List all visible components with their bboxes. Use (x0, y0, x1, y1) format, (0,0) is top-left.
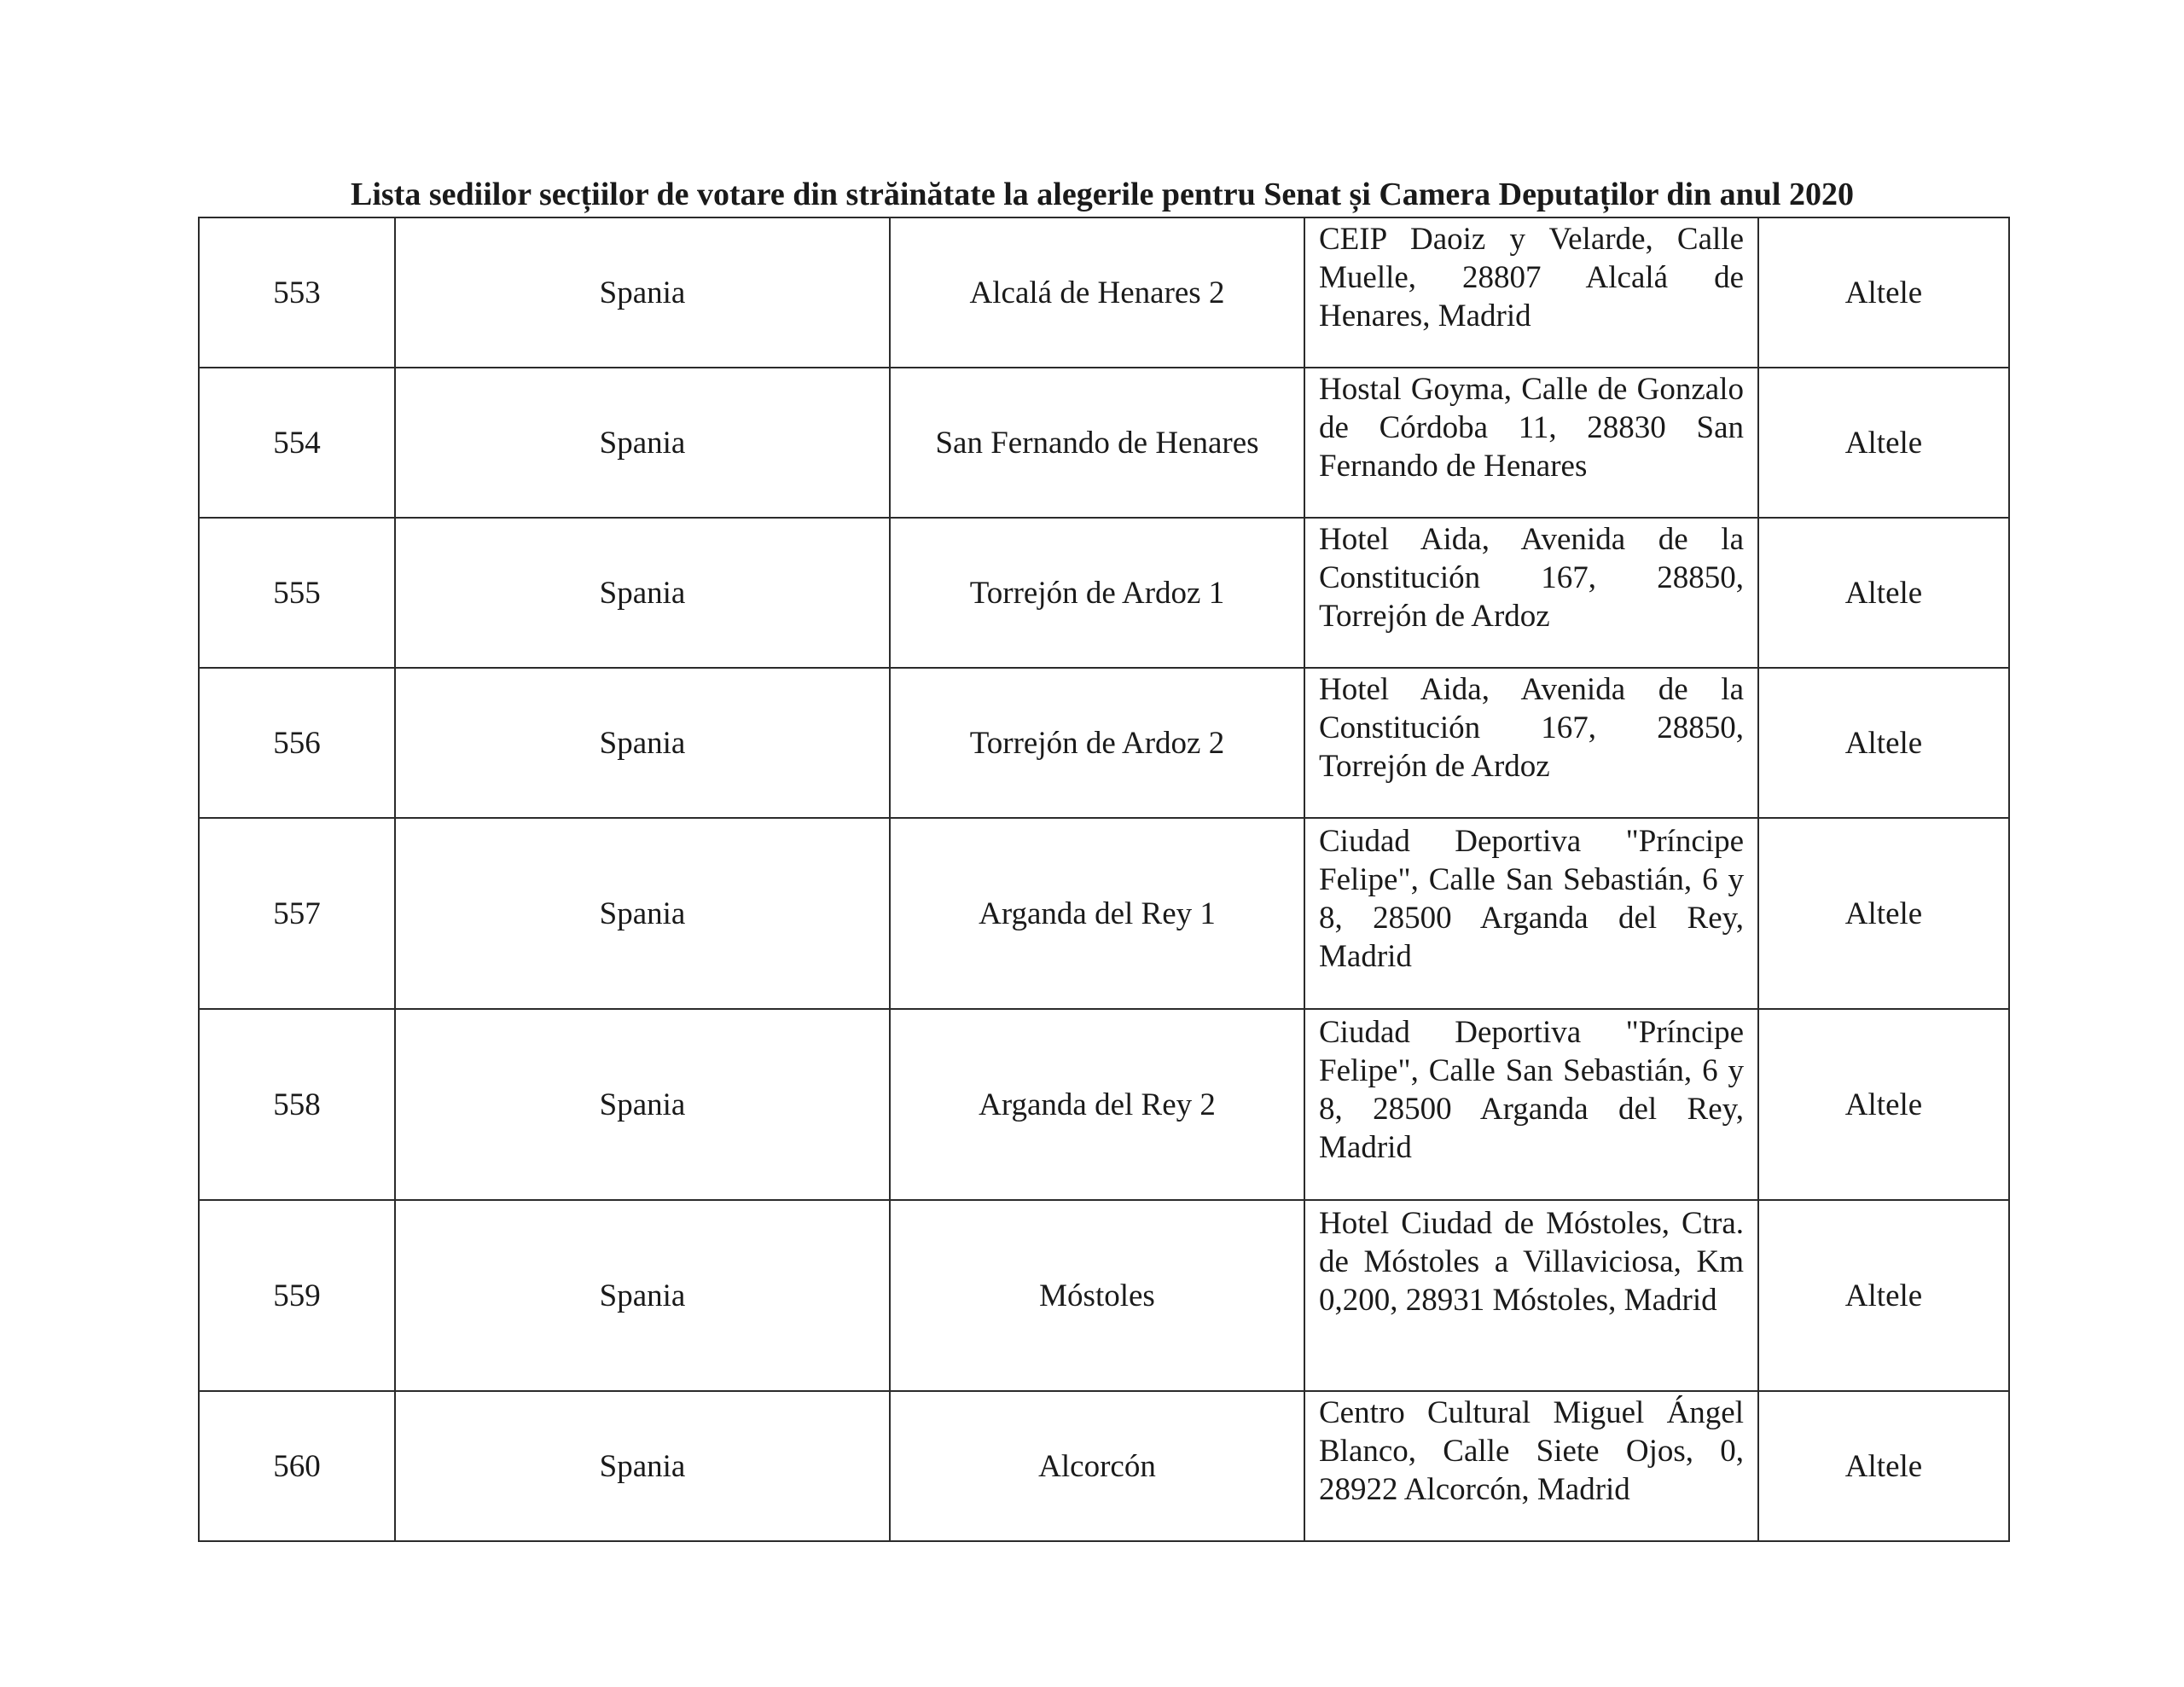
table-row (199, 518, 2009, 668)
country-cell: Spania (395, 217, 890, 368)
location-type-cell: Altele (1758, 1391, 2009, 1541)
location-type-cell: Altele (1758, 1009, 2009, 1200)
address-cell: Hotel Aida, Avenida de la Constitución 167, 28850, Torrejón de Ardoz (1304, 518, 1758, 668)
address-cell: Centro Cultural Miguel Ángel Blanco, Calle Siete Ojos, 0, 28922 Alcorcón, Madrid (1304, 1391, 1758, 1541)
location-type-cell: Altele (1758, 217, 2009, 368)
location-type-cell: Altele (1758, 518, 2009, 668)
address-cell: Ciudad Deportiva "Príncipe Felipe", Calle San Sebastián, 6 y 8, 28500 Arganda del Rey, Madrid (1304, 1009, 1758, 1200)
address-cell: Ciudad Deportiva "Príncipe Felipe", Calle San Sebastián, 6 y 8, 28500 Arganda del Rey, Madrid (1304, 818, 1758, 1009)
table-row (199, 1391, 2009, 1541)
location-type-cell: Altele (1758, 668, 2009, 818)
locality-cell: Torrejón de Ardoz 2 (890, 668, 1304, 818)
country-cell: Spania (395, 518, 890, 668)
table-row (199, 217, 2009, 368)
table-row (199, 818, 2009, 1009)
table-row (199, 368, 2009, 518)
address-cell: CEIP Daoiz y Velarde, Calle Muelle, 28807 Alcalá de Henares, Madrid (1304, 217, 1758, 368)
location-type-cell: Altele (1758, 368, 2009, 518)
locality-cell: Móstoles (890, 1200, 1304, 1391)
table-row (199, 1200, 2009, 1391)
station-number: 557 (199, 818, 395, 1009)
address-cell: Hotel Aida, Avenida de la Constitución 167, 28850, Torrejón de Ardoz (1304, 668, 1758, 818)
address-cell: Hotel Ciudad de Móstoles, Ctra. de Móstoles a Villaviciosa, Km 0,200, 28931 Móstoles, Madrid (1304, 1200, 1758, 1391)
address-cell: Hostal Goyma, Calle de Gonzalo de Córdoba 11, 28830 San Fernando de Henares (1304, 368, 1758, 518)
locality-cell: Alcorcón (890, 1391, 1304, 1541)
country-cell: Spania (395, 1009, 890, 1200)
station-number: 555 (199, 518, 395, 668)
country-cell: Spania (395, 368, 890, 518)
locality-cell: Arganda del Rey 1 (890, 818, 1304, 1009)
country-cell: Spania (395, 1200, 890, 1391)
station-number: 559 (199, 1200, 395, 1391)
station-number: 556 (199, 668, 395, 818)
station-number: 560 (199, 1391, 395, 1541)
station-number: 553 (199, 217, 395, 368)
locality-cell: Torrejón de Ardoz 1 (890, 518, 1304, 668)
country-cell: Spania (395, 668, 890, 818)
station-number: 554 (199, 368, 395, 518)
location-type-cell: Altele (1758, 1200, 2009, 1391)
country-cell: Spania (395, 1391, 890, 1541)
locality-cell: Alcalá de Henares 2 (890, 217, 1304, 368)
polling-stations-table (198, 217, 2010, 1542)
country-cell: Spania (395, 818, 890, 1009)
station-number: 558 (199, 1009, 395, 1200)
document-title: Lista sediilor secțiilor de votare din străinătate la alegerile pentru Senat și Camera Deputaților din anul 2020 (351, 177, 1854, 212)
location-type-cell: Altele (1758, 818, 2009, 1009)
locality-cell: San Fernando de Henares (890, 368, 1304, 518)
table-row (199, 668, 2009, 818)
table-row (199, 1009, 2009, 1200)
locality-cell: Arganda del Rey 2 (890, 1009, 1304, 1200)
